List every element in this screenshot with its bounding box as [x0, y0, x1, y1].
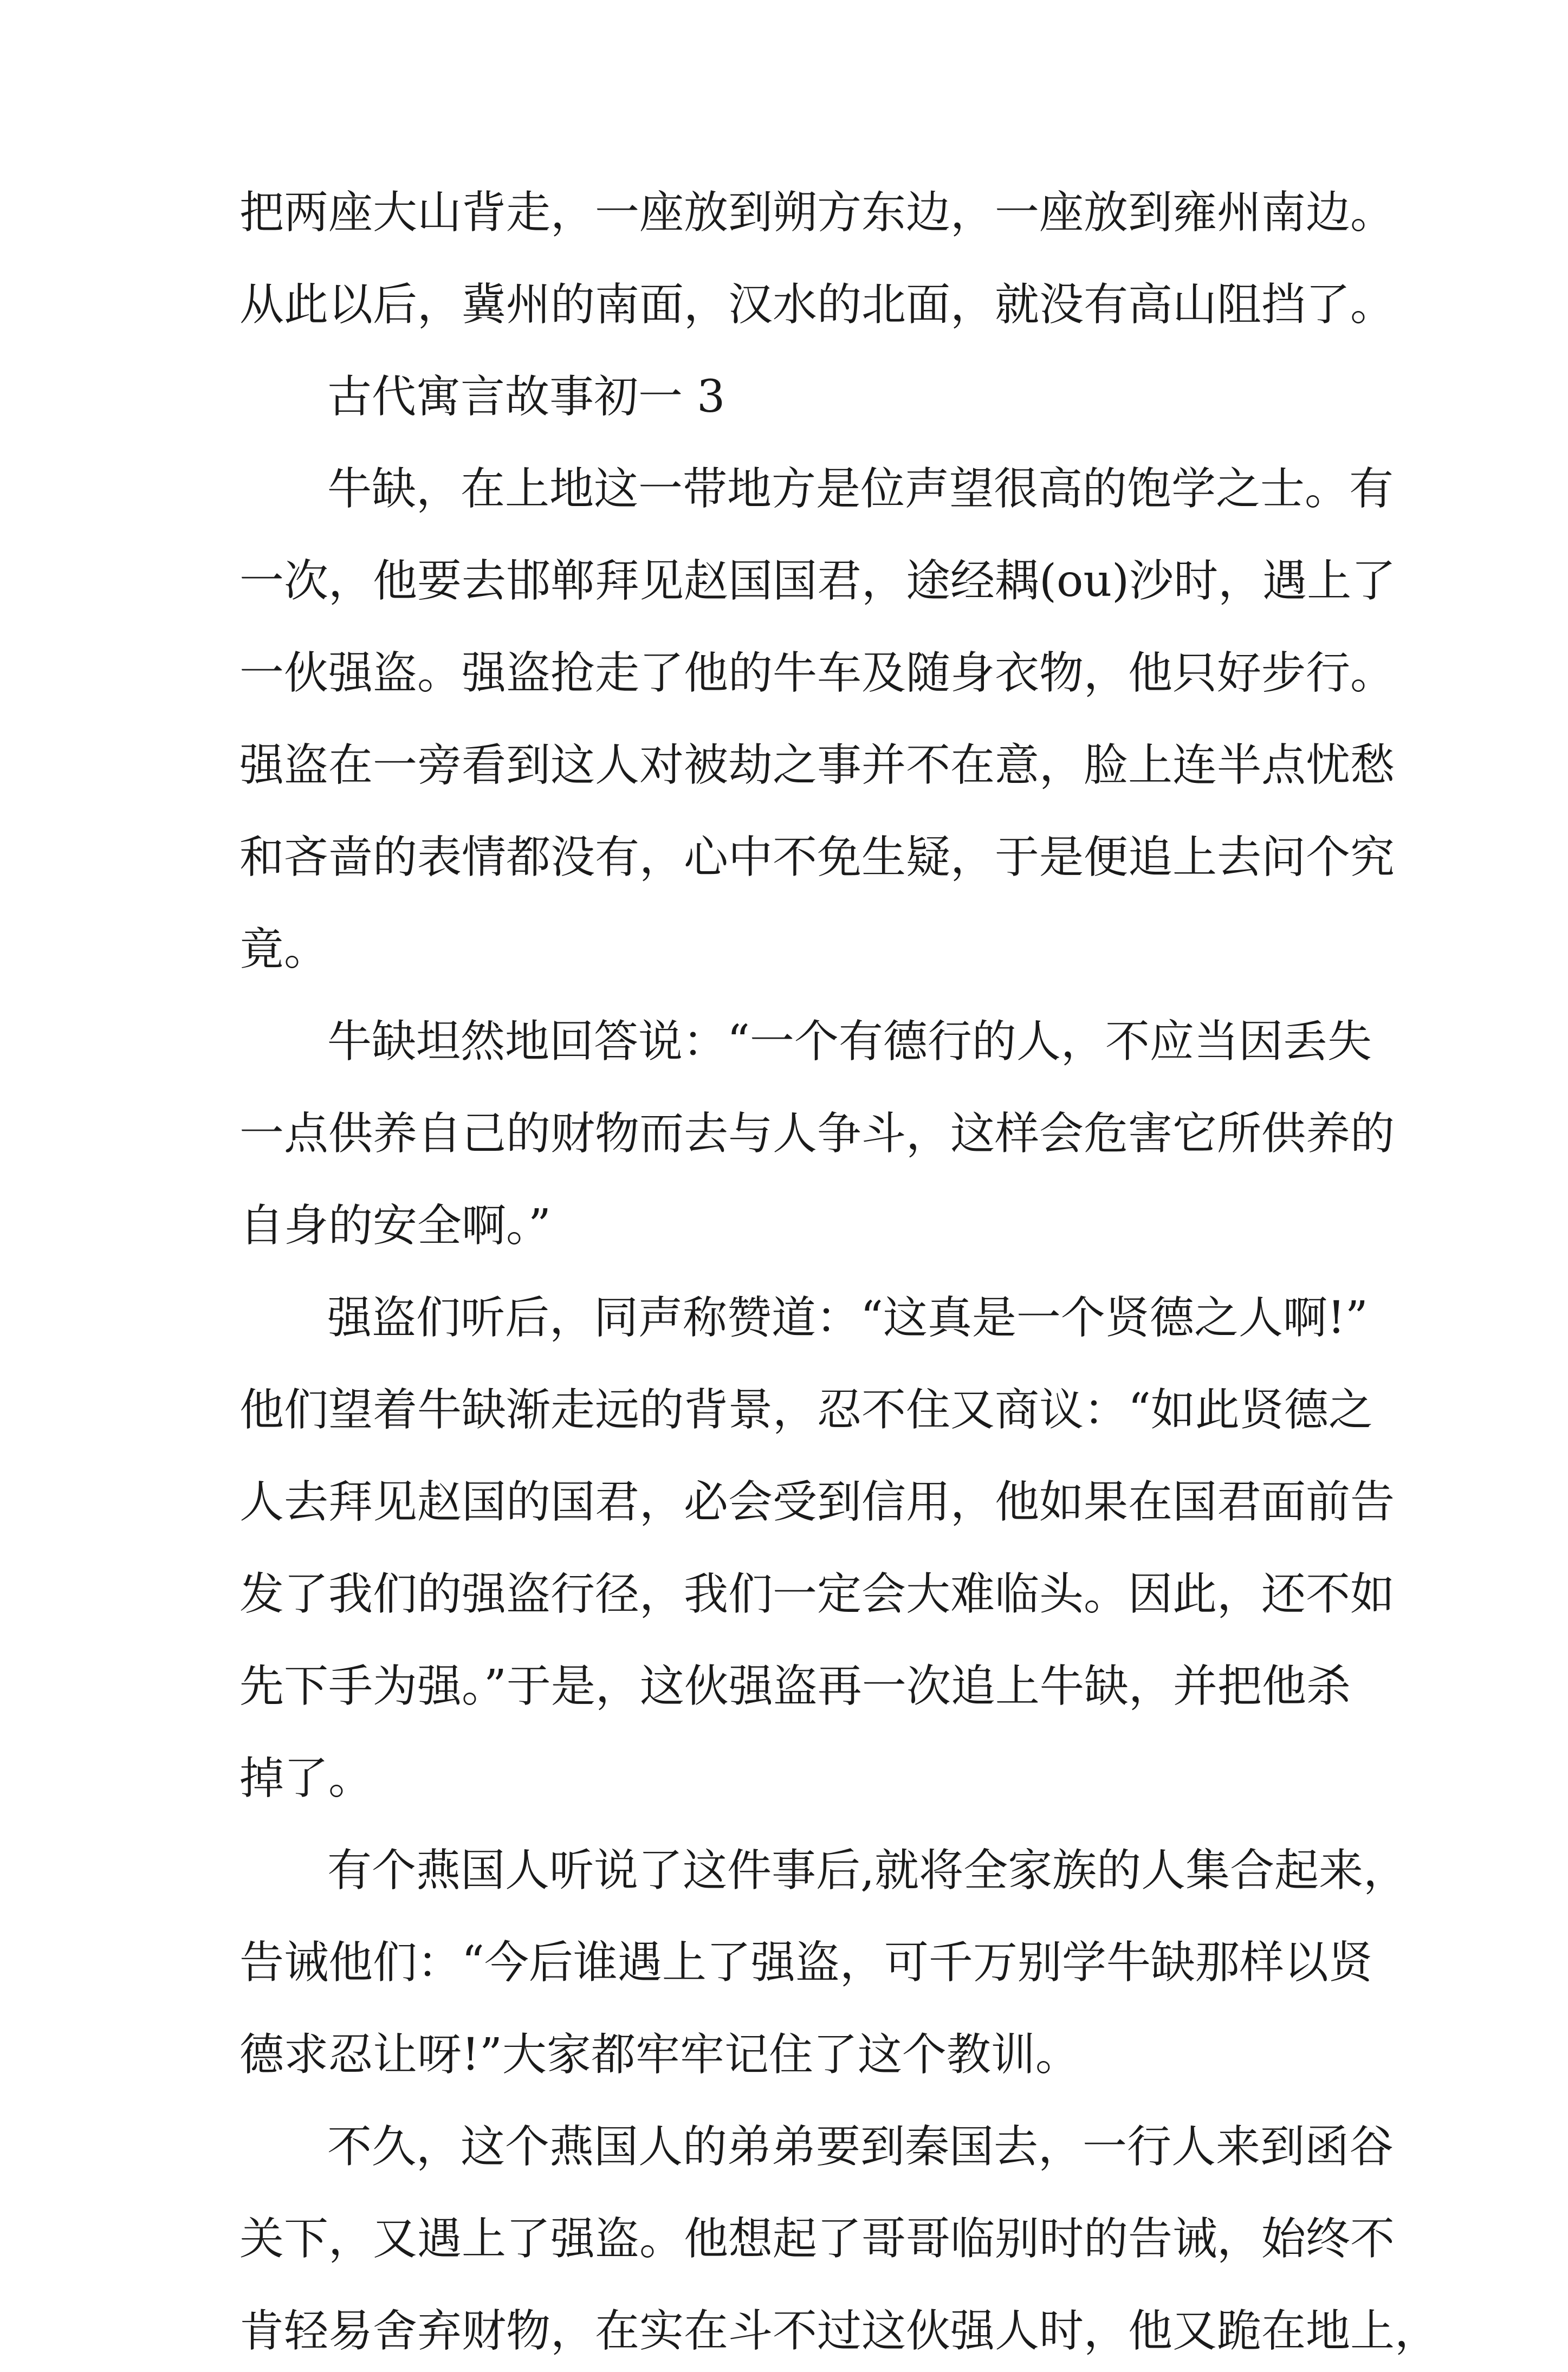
- text-line: 牛缺坦然地回答说：“一个有德行的人，不应当因丢失: [327, 1016, 1372, 1067]
- text-line: 德求忍让呀!”大家都牢牢记住了这个教训。: [239, 2029, 1080, 2081]
- text-line: 一次，他要去邯郸拜见赵国国君，途经耦(ou)沙时，遇上了: [239, 555, 1396, 607]
- text-line: 强盗们听后，同声称赞道：“这真是一个贤德之人啊!”: [327, 1292, 1368, 1344]
- text-line: 从此以后，冀州的南面，汉水的北面，就没有高山阻挡了。: [239, 279, 1395, 330]
- text-line: 掉了。: [239, 1753, 373, 1804]
- text-line: 关下，又遇上了强盗。他想起了哥哥临别时的告诫，始终不: [239, 2213, 1395, 2265]
- text-line: 发了我们的强盗行径，我们一定会大难临头。因此，还不如: [239, 1569, 1395, 1620]
- text-line: 和吝啬的表情都没有，心中不免生疑，于是便追上去问个究: [239, 832, 1395, 883]
- text-line: 告诫他们：“今后谁遇上了强盗，可千万别学牛缺那样以贤: [239, 1937, 1373, 1988]
- text-line: 肯轻易舍弃财物，在实在斗不过这伙强人时，他又跪在地上，: [239, 2305, 1440, 2357]
- text-line: 人去拜见赵国的国君，必会受到信用，他如果在国君面前告: [239, 1476, 1395, 1528]
- text-line: 不久，这个燕国人的弟弟要到秦国去，一行人来到函谷: [327, 2121, 1394, 2173]
- text-line: 强盗在一旁看到这人对被劫之事并不在意，脸上连半点忧愁: [239, 740, 1395, 791]
- text-line: 牛缺，在上地这一带地方是位声望很高的饱学之士。有: [327, 463, 1394, 515]
- text-line: 竟。: [239, 924, 329, 975]
- text-line: 他们望着牛缺渐走远的背景，忍不住又商议：“如此贤德之: [239, 1384, 1373, 1436]
- section-heading: 古代寓言故事初一 3: [327, 371, 725, 423]
- text-line: 一点供养自己的财物而去与人争斗，这样会危害它所供养的: [239, 1108, 1395, 1159]
- text-line: 把两座大山背走，一座放到朔方东边，一座放到雍州南边。: [239, 187, 1395, 238]
- text-line: 自身的安全啊。”: [239, 1200, 551, 1252]
- text-line: 先下手为强。”于是，这伙强盗再一次追上牛缺，并把他杀: [239, 1661, 1351, 1712]
- text-line: 一伙强盗。强盗抢走了他的牛车及随身衣物，他只好步行。: [239, 647, 1395, 699]
- text-line: 有个燕国人听说了这件事后,就将全家族的人集合起来，: [327, 1845, 1408, 1896]
